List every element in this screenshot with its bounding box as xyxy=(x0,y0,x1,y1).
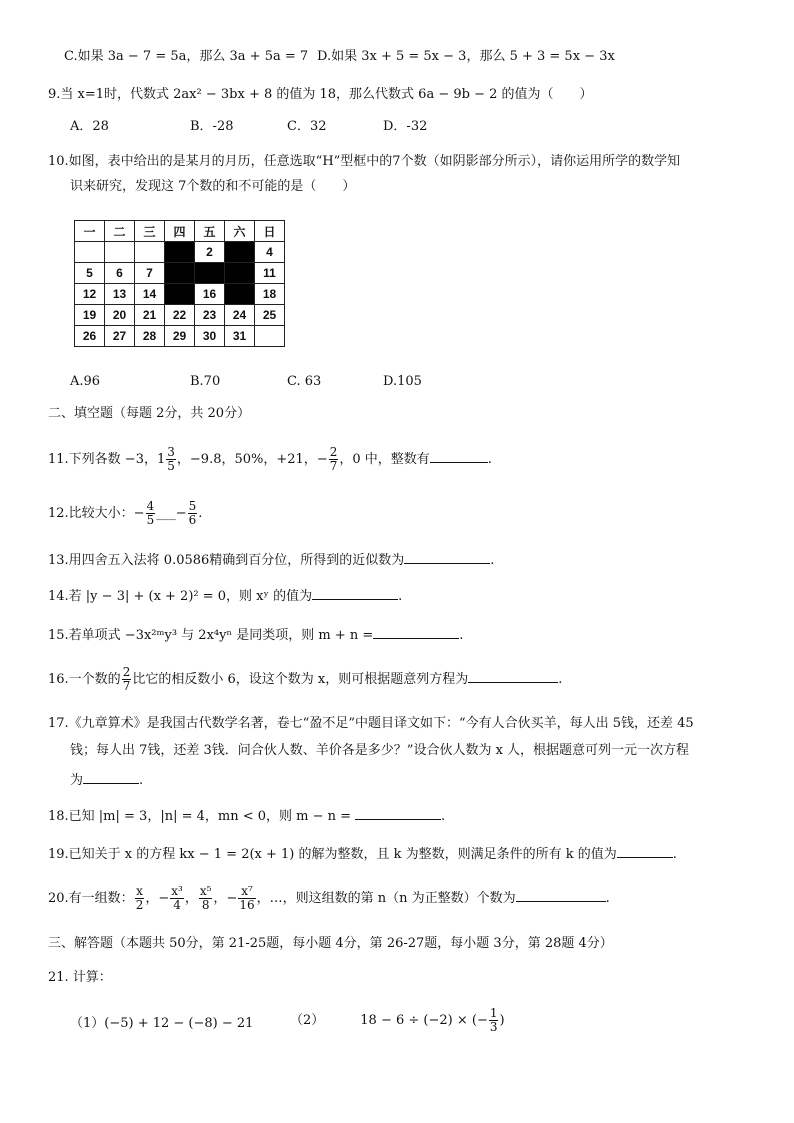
calendar-header: 日 xyxy=(255,221,285,242)
calendar-header: 四 xyxy=(165,221,195,242)
q10-stem-line2: 识来研究，发现这 7个数的和不可能的是（ ） xyxy=(70,179,356,194)
section2-title: 二、填空题（每题 2分，共 20分） xyxy=(48,406,251,421)
q16 xyxy=(48,666,562,694)
q14-answer-blank[interactable] xyxy=(312,585,398,600)
q13 xyxy=(48,549,494,570)
q17-end: . xyxy=(139,773,144,788)
q14-text: 14.若 |y − 3| + (x + 2)² = 0，则 xʸ 的值为 xyxy=(48,589,313,604)
q20-term-4-sign: − xyxy=(226,891,238,906)
calendar-cell-shaded xyxy=(165,263,195,284)
q20-suffix: ，…，则这组数的第 n（n 为正整数）个数为 xyxy=(256,891,516,906)
q18-answer-blank[interactable] xyxy=(355,805,441,820)
q18-text: 18.已知 |m| = 3，|n| = 4，mn < 0，则 m − n = xyxy=(48,809,352,824)
q21-part2-label: （2） xyxy=(290,1013,325,1028)
calendar-header-row xyxy=(75,221,285,242)
q15-end: . xyxy=(459,628,464,643)
calendar-cell-shaded xyxy=(195,263,225,284)
calendar-cell-shaded xyxy=(165,242,195,263)
q8-option-d: D.如果 3x + 5 = 5x − 3，那么 5 + 3 = 5x − 3x xyxy=(317,49,615,64)
q20-term-2 xyxy=(170,885,184,912)
q21-part2-fraction xyxy=(489,1007,499,1034)
q11-suffix: ，0 中，整数有 xyxy=(339,452,430,467)
calendar-cell: 16 xyxy=(195,284,225,305)
q20-term-4-num: x⁷ xyxy=(238,885,255,899)
q12 xyxy=(48,500,202,528)
q21-part2-close: ) xyxy=(499,1013,505,1028)
q12-fraction1-num: 4 xyxy=(146,499,155,513)
calendar-cell: 27 xyxy=(105,326,135,347)
q11 xyxy=(48,446,492,474)
calendar-cell: 11 xyxy=(255,263,285,284)
q12-fraction2-num: 5 xyxy=(188,499,197,513)
q16-fraction xyxy=(122,666,132,693)
calendar-cell: 26 xyxy=(75,326,105,347)
q9-option-a: A．28 xyxy=(70,119,109,134)
q10-option-d: D.105 xyxy=(383,374,422,389)
q20-term-1 xyxy=(135,885,145,912)
q17-answer-blank[interactable] xyxy=(83,769,139,784)
q19-end: . xyxy=(672,847,677,862)
q12-prefix: 12.比较大小：− xyxy=(48,506,145,521)
calendar-cell: 13 xyxy=(105,284,135,305)
q16-answer-blank[interactable] xyxy=(468,668,558,683)
calendar-cell-shaded xyxy=(225,263,255,284)
q17-line3-text: 为 xyxy=(70,773,84,788)
q16-fraction-den: 7 xyxy=(122,679,131,693)
q16-fraction-num: 2 xyxy=(122,665,131,679)
q16-prefix: 16.一个数的 xyxy=(48,672,121,687)
calendar-header: 二 xyxy=(105,221,135,242)
q11-whole: 1 xyxy=(156,452,166,467)
calendar-cell: 24 xyxy=(225,305,255,326)
calendar-row xyxy=(75,305,285,326)
q21-part1: （1）(−5) + 12 − (−8) − 21 xyxy=(70,1016,254,1031)
calendar-cell: 4 xyxy=(255,242,285,263)
q11-end: . xyxy=(487,452,492,467)
calendar-cell: 18 xyxy=(255,284,285,305)
q13-end: . xyxy=(490,553,495,568)
q21-part2 xyxy=(290,1006,505,1036)
q9-option-d: D．-32 xyxy=(383,119,428,134)
q20-prefix: 20.有一组数： xyxy=(48,891,134,906)
q12-between[interactable]: ___− xyxy=(156,506,187,521)
q15-answer-blank[interactable] xyxy=(373,624,459,639)
calendar-cell: 20 xyxy=(105,305,135,326)
q21-title: 21. 计算： xyxy=(48,970,112,985)
q10-option-a: A.96 xyxy=(70,374,101,389)
calendar-cell: 31 xyxy=(225,326,255,347)
q11-prefix: 11.下列各数 −3， xyxy=(48,452,157,467)
q21-part2-fraction-num: 1 xyxy=(489,1006,498,1020)
q11-fraction2-den: 7 xyxy=(329,459,338,473)
calendar-cell: 23 xyxy=(195,305,225,326)
q11-fraction xyxy=(166,446,176,473)
calendar-cell xyxy=(255,326,285,347)
q10-option-b: B.70 xyxy=(190,374,221,389)
calendar-header: 六 xyxy=(225,221,255,242)
calendar-cell: 28 xyxy=(135,326,165,347)
q16-suffix: 比它的相反数小 6，设这个数为 x，则可根据题意列方程为 xyxy=(132,672,469,687)
calendar-row xyxy=(75,284,285,305)
q20-term-4 xyxy=(238,885,255,912)
calendar-cell: 14 xyxy=(135,284,165,305)
calendar-cell: 19 xyxy=(75,305,105,326)
q17-line1: 17.《九章算术》是我国古代数学名著，卷七“盈不足”中题目译文如下：“今有人合伙买羊，每人出 5钱，还差 45 xyxy=(48,716,694,731)
q10-option-c: C. 63 xyxy=(287,374,322,389)
q11-mid: ，−9.8，50%，+21， xyxy=(176,452,317,467)
q20-term-3-den: 8 xyxy=(201,898,210,912)
q20-term-2-sign: − xyxy=(158,891,170,906)
calendar-header: 三 xyxy=(135,221,165,242)
calendar-table xyxy=(74,220,285,347)
q21-part2-expr: 18 − 6 ÷ (−2) × (− xyxy=(360,1013,488,1028)
q9-stem: 9.当 x=1时，代数式 2ax² − 3bx + 8 的值为 18，那么代数式 6a − 9b − 2 的值为（ ） xyxy=(48,87,593,102)
q12-end: . xyxy=(198,506,203,521)
q17-line3 xyxy=(70,769,143,790)
q15 xyxy=(48,624,463,645)
calendar-row xyxy=(75,263,285,284)
calendar-cell: 5 xyxy=(75,263,105,284)
q19-answer-blank[interactable] xyxy=(617,843,673,858)
calendar-cell xyxy=(75,242,105,263)
section3-title: 三、解答题（本题共 50分，第 21-25题，每小题 4分，第 26-27题，每小题 3分，第 28题 4分） xyxy=(48,936,613,951)
q10-stem-line1: 10.如图，表中给出的是某月的月历，任意选取“H”型框中的7个数（如阴影部分所示），请你运用所学的数学知 xyxy=(48,154,681,169)
calendar-cell: 30 xyxy=(195,326,225,347)
q20-term-3 xyxy=(199,885,213,912)
q20-term-1-num: x xyxy=(136,884,143,898)
q18-end: . xyxy=(441,809,446,824)
calendar-row xyxy=(75,326,285,347)
q9-option-c: C．32 xyxy=(287,119,327,134)
q11-neg: − xyxy=(316,452,328,467)
q15-text: 15.若单项式 −3x²ᵐy³ 与 2x⁴yⁿ 是同类项，则 m + n = xyxy=(48,628,374,643)
q20: 20.有一组数： $\frac{x}{2}$ ，− $\frac{\text{x³}}{4}$ ， $\frac{\text{x⁵}}{8}$ ，− $\frac{\text{x⁷}}{16}$ ，…，则这组数的第 n（n 为正整数）个数为 . xyxy=(48,884,610,912)
q12-fraction2 xyxy=(188,500,198,527)
q12-fraction2-den: 6 xyxy=(188,513,197,527)
q20-term-2-den: 4 xyxy=(173,898,181,912)
calendar-header: 一 xyxy=(75,221,105,242)
q20-answer-blank[interactable] xyxy=(516,887,606,902)
q20-term-1-den: 2 xyxy=(135,898,144,912)
q12-fraction1 xyxy=(146,500,156,527)
calendar-cell: 2 xyxy=(195,242,225,263)
q20-end: . xyxy=(605,891,610,906)
calendar-cell xyxy=(105,242,135,263)
q13-answer-blank[interactable] xyxy=(404,549,490,564)
q19 xyxy=(48,843,677,864)
calendar-cell: 25 xyxy=(255,305,285,326)
q14 xyxy=(48,585,402,606)
calendar-cell xyxy=(135,242,165,263)
calendar-cell: 12 xyxy=(75,284,105,305)
calendar-cell: 22 xyxy=(165,305,195,326)
q11-fraction2-num: 2 xyxy=(329,445,338,459)
q18 xyxy=(48,805,445,826)
q20-term-3-num: x⁵ xyxy=(199,884,212,898)
q9-option-b: B．-28 xyxy=(190,119,234,134)
q11-fraction-num: 3 xyxy=(167,445,175,459)
calendar-cell: 7 xyxy=(135,263,165,284)
calendar-cell: 29 xyxy=(165,326,195,347)
calendar-cell-shaded xyxy=(225,284,255,305)
q11-fraction-den: 5 xyxy=(167,459,175,473)
calendar-cell: 21 xyxy=(135,305,165,326)
q21-part2-fraction-den: 3 xyxy=(489,1020,498,1034)
calendar-cell-shaded xyxy=(165,284,195,305)
q11-answer-blank[interactable] xyxy=(430,448,488,463)
q16-end: . xyxy=(558,672,563,687)
q17-line2: 钱；每人出 7钱，还差 3钱．问合伙人数、羊价各是多少？”设合伙人数为 x 人，根据题意可列一元一次方程 xyxy=(70,743,690,758)
q20-term-2-num: x³ xyxy=(171,884,183,898)
calendar-cell: 6 xyxy=(105,263,135,284)
q11-fraction2 xyxy=(329,446,339,473)
q8-option-c: C.如果 3a − 7 = 5a，那么 3a + 5a = 7 xyxy=(64,49,309,64)
q12-fraction1-den: 5 xyxy=(146,513,155,527)
q13-text: 13.用四舍五入法将 0.0586精确到百分位，所得到的近似数为 xyxy=(48,553,405,568)
calendar-row xyxy=(75,242,285,263)
q20-term-4-den: 16 xyxy=(239,898,255,912)
q14-end: . xyxy=(398,589,403,604)
q19-text: 19.已知关于 x 的方程 kx − 1 = 2(x + 1) 的解为整数，且 k 为整数，则满足条件的所有 k 的值为 xyxy=(48,847,617,862)
calendar-cell-shaded xyxy=(225,242,255,263)
calendar-header: 五 xyxy=(195,221,225,242)
